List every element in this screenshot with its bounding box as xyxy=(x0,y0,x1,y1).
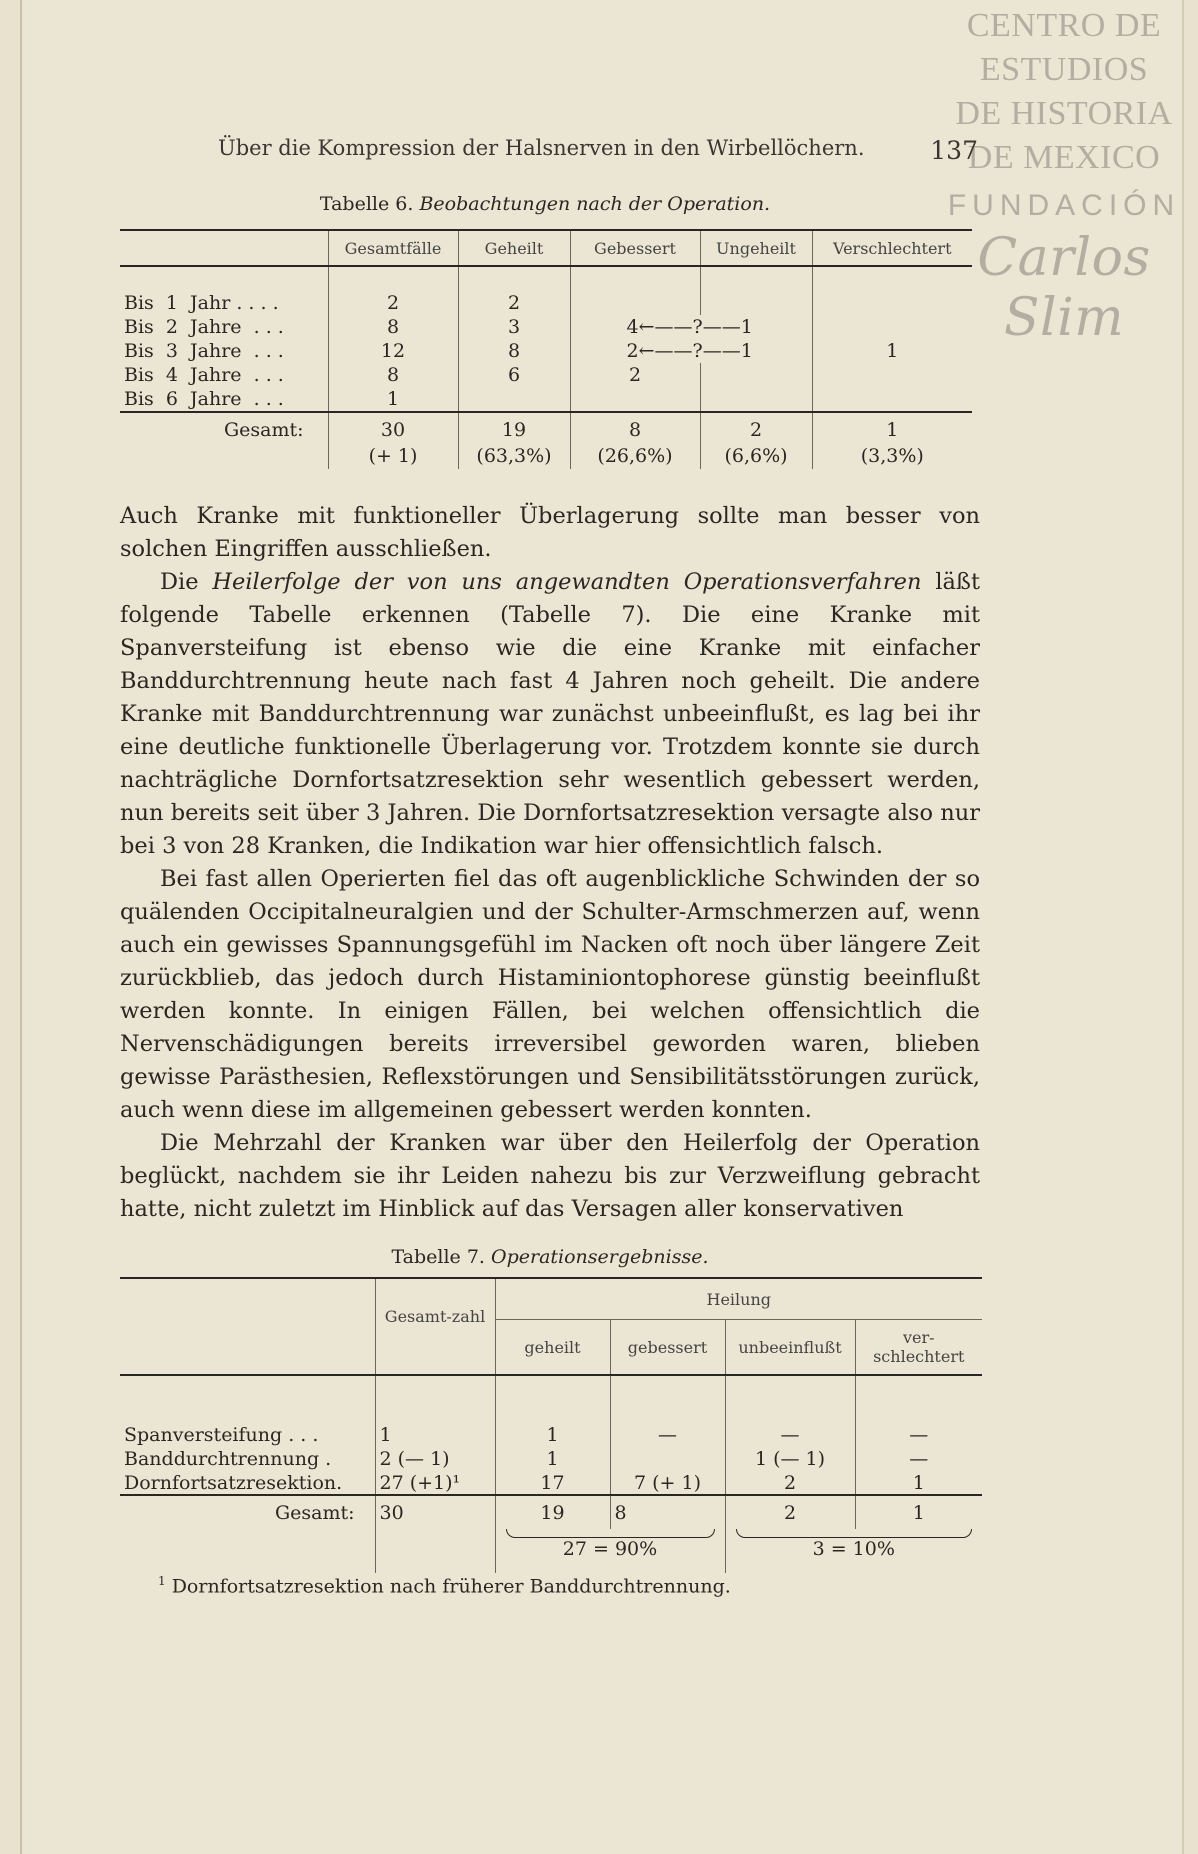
cell-geheilt: 6 xyxy=(458,363,570,387)
cell-gesamt: 12 xyxy=(328,339,458,363)
cell-gesamt: 1 xyxy=(328,387,458,412)
cell-geheilt: 3 xyxy=(458,315,570,339)
cell-gebessert: 2 xyxy=(570,363,700,387)
cell-ungeheilt xyxy=(700,363,812,387)
cell-gebessert xyxy=(610,1447,725,1471)
cell-verschlechtert xyxy=(812,387,972,412)
table6-header-blank xyxy=(120,230,328,266)
total-value: 30 xyxy=(380,419,406,441)
cell-gesamt: 2 xyxy=(328,291,458,315)
total-unbeeinflusst: 2 xyxy=(725,1495,855,1529)
table-row xyxy=(120,291,972,315)
total-sub: (6,6%) xyxy=(724,445,788,467)
brace xyxy=(506,1529,715,1538)
table6-label: Tabelle 6. xyxy=(319,193,414,215)
total-gesamt xyxy=(328,412,458,469)
row-label: Bis 1 Jahr . . . . xyxy=(124,292,279,314)
total-value: 19 xyxy=(501,419,527,441)
cell-verschlechtert: 1 xyxy=(812,339,972,363)
paragraph: Bei fast allen Operierten fiel das oft augenblickliche Schwinden der so quälenden Occipitalneuralgien und der Schulter-Armschmerzen auf, wenn auch ein gewisses Spannungsgefühl im Nacken oft noch über längere Zeit zurückblieb, das jedoch durch Histaminiontophorese günstig beeinflußt werden konnte. In einigen Fällen, bei welchen offensichtlich die Nervenschädigungen bereits irreversibel geworden waren, blieben gewisse Parästhesien, Reflexstörungen und Sensibilitätsstörungen zurück, auch wenn diese im allgemeinen gebessert werden konnten. xyxy=(120,866,980,1123)
watermark xyxy=(944,4,1184,348)
group-value: 3 = 10% xyxy=(812,1538,895,1560)
cell-geheilt: 1 xyxy=(495,1423,610,1447)
table7-group-row xyxy=(120,1529,982,1573)
paragraph-rest: läßt folgende Tabelle erkennen (Tabelle 7). Die eine Kranke mit Spanversteifung ist ebenso wie die eine Kranke mit einfacher Banddurchtrennung heute nach fast 4 Jahren noch geheilt. Die andere Kranke mit Banddurchtrennung war zunächst unbeeinflußt, es lag bei ihr eine deutliche funktionelle Überlagerung vor. Trotzdem konnte sie durch nachträgliche Dornfortsatzresektion sehr wesentlich gebessert werden, nun bereits seit über 3 Jahren. Die Dornfortsatzresektion versagte also nur bei 3 von 28 Kranken, die Indikation war hier offensichtlich falsch. xyxy=(120,569,980,859)
cell-geheilt: 17 xyxy=(495,1471,610,1495)
total-value: 2 xyxy=(749,419,763,441)
body-text xyxy=(120,500,980,1226)
row-label: Bis 6 Jahre . . . xyxy=(124,388,284,410)
watermark-line: CENTRO DE xyxy=(966,7,1162,44)
table7-col-heilung: Heilung xyxy=(495,1278,982,1320)
cell-geheilt: 1 xyxy=(495,1447,610,1471)
cell-gebessert: 7 (+ 1) xyxy=(610,1471,725,1495)
row-label: Bis 3 Jahre . . . xyxy=(124,340,284,362)
cell-gesamt: 2 (— 1) xyxy=(375,1447,495,1471)
table7-total-row xyxy=(120,1495,982,1529)
total-geheilt: 19 xyxy=(495,1495,610,1529)
table-row xyxy=(120,363,972,387)
row-label: Spanversteifung . . . xyxy=(124,1424,319,1446)
running-title: Über die Kompression der Halsnerven in den Wirbellöchern. xyxy=(218,136,865,160)
cell-gebessert-arrow: 4←——?——1 xyxy=(570,315,812,339)
brace xyxy=(736,1529,973,1538)
table7-label: Tabelle 7. xyxy=(391,1246,485,1268)
total-geheilt xyxy=(458,412,570,469)
table-row xyxy=(120,1423,982,1447)
table6-col-header: Verschlechtert xyxy=(812,230,972,266)
watermark-line: DE MEXICO xyxy=(967,139,1161,176)
group-value: 27 = 90% xyxy=(562,1538,658,1560)
cell-verschlechtert: 1 xyxy=(855,1471,982,1495)
table6-col-header: Geheilt xyxy=(458,230,570,266)
total-sub: (3,3%) xyxy=(860,445,924,467)
table6-col-header: Gesamtfälle xyxy=(328,230,458,266)
total-sub: (+ 1) xyxy=(368,445,418,467)
table7-sub-header: gebessert xyxy=(610,1320,725,1376)
footnote-text: Dornfortsatzresektion nach früherer Banddurchtrennung. xyxy=(171,1575,731,1598)
paragraph: Die Mehrzahl der Kranken war über den Heilerfolg der Operation beglückt, nachdem sie ihr Leiden nahezu bis zur Verzweiflung gebracht hatte, nicht zuletzt im Hinblick auf das Versagen aller konservativen xyxy=(120,1130,980,1222)
table7-header-blank xyxy=(120,1278,375,1375)
total-gesamt: 30 xyxy=(375,1495,495,1529)
table7-sub-header: geheilt xyxy=(495,1320,610,1376)
cell-geheilt xyxy=(458,387,570,412)
cell-gesamt: 8 xyxy=(328,315,458,339)
table-row xyxy=(120,387,972,412)
total-label: Gesamt: xyxy=(120,412,328,469)
table6-header-row xyxy=(120,230,972,266)
cell-ungeheilt xyxy=(700,387,812,412)
cell-geheilt: 2 xyxy=(458,291,570,315)
cell-verschlechtert xyxy=(812,315,972,339)
row-label: Dornfortsatzresektion. xyxy=(124,1471,343,1494)
row-label: Bis 4 Jahre . . . xyxy=(124,364,284,386)
total-label: Gesamt: xyxy=(120,1495,375,1529)
cell-gesamt: 27 (+1)¹ xyxy=(375,1471,495,1495)
table-row xyxy=(120,339,972,363)
paragraph xyxy=(120,566,980,863)
cell-geheilt: 8 xyxy=(458,339,570,363)
table-row xyxy=(120,1447,982,1471)
cell-gesamt: 1 xyxy=(375,1423,495,1447)
total-sub: (63,3%) xyxy=(476,445,552,467)
table-row xyxy=(120,315,972,339)
paragraph-start: Die xyxy=(160,569,213,595)
cell-gesamt: 8 xyxy=(328,363,458,387)
cell-gebessert: — xyxy=(610,1423,725,1447)
table7-caption xyxy=(120,1246,980,1268)
cell-unbeeinflusst: — xyxy=(725,1423,855,1447)
total-value: 1 xyxy=(886,419,899,441)
group-heilung-positive xyxy=(495,1529,725,1573)
footnote xyxy=(158,1574,731,1597)
paragraph-emphasis: Heilerfolge der von uns angewandten Operationsverfahren xyxy=(212,569,922,595)
total-sub: (26,6%) xyxy=(597,445,673,467)
row-label: Bis 2 Jahre . . . xyxy=(124,316,284,338)
table6 xyxy=(120,229,972,469)
cell-verschlechtert: — xyxy=(855,1447,982,1471)
cell-verschlechtert xyxy=(812,363,972,387)
cell-gebessert xyxy=(570,387,700,412)
cell-gebessert xyxy=(570,291,700,315)
table6-total-row xyxy=(120,412,972,469)
total-verschlechtert: 1 xyxy=(855,1495,982,1529)
total-gebessert: 8 xyxy=(610,1495,725,1529)
table7-col-gesamtzahl: Gesamt-zahl xyxy=(375,1278,495,1375)
paragraph: Auch Kranke mit funktioneller Überlagerung sollte man besser von solchen Eingriffen ausschließen. xyxy=(120,503,980,562)
table6-caption xyxy=(120,193,970,215)
table6-col-header: Ungeheilt xyxy=(700,230,812,266)
cell-ungeheilt xyxy=(700,291,812,315)
watermark-foundation: FUNDACIÓN xyxy=(947,189,1181,222)
table7-sub-header: ver-schlechtert xyxy=(855,1320,982,1376)
watermark-line: ESTUDIOS xyxy=(979,51,1149,88)
total-gebessert xyxy=(570,412,700,469)
cell-unbeeinflusst: 1 (— 1) xyxy=(725,1447,855,1471)
cell-gebessert-arrow: 2←——?——1 xyxy=(570,339,812,363)
table7-title: Operationsergebnisse. xyxy=(491,1246,709,1268)
running-header xyxy=(218,136,978,165)
cell-unbeeinflusst: 2 xyxy=(725,1471,855,1495)
total-value: 8 xyxy=(628,419,642,441)
table6-col-header: Gebessert xyxy=(570,230,700,266)
page-number: 137 xyxy=(930,136,978,165)
group-heilung-negative xyxy=(725,1529,982,1573)
cell-verschlechtert: — xyxy=(855,1423,982,1447)
total-verschlechtert xyxy=(812,412,972,469)
row-label: Banddurchtrennung . xyxy=(124,1448,332,1470)
table-row xyxy=(120,1471,982,1495)
watermark-line: DE HISTORIA xyxy=(955,95,1173,132)
table6-title: Beobachtungen nach der Operation. xyxy=(419,193,771,215)
cell-verschlechtert xyxy=(812,291,972,315)
table7 xyxy=(120,1277,982,1573)
footnote-mark: 1 xyxy=(158,1574,166,1588)
table7-sub-header: unbeeinflußt xyxy=(725,1320,855,1376)
total-ungeheilt xyxy=(700,412,812,469)
watermark-signature: Carlos Slim xyxy=(977,228,1151,348)
